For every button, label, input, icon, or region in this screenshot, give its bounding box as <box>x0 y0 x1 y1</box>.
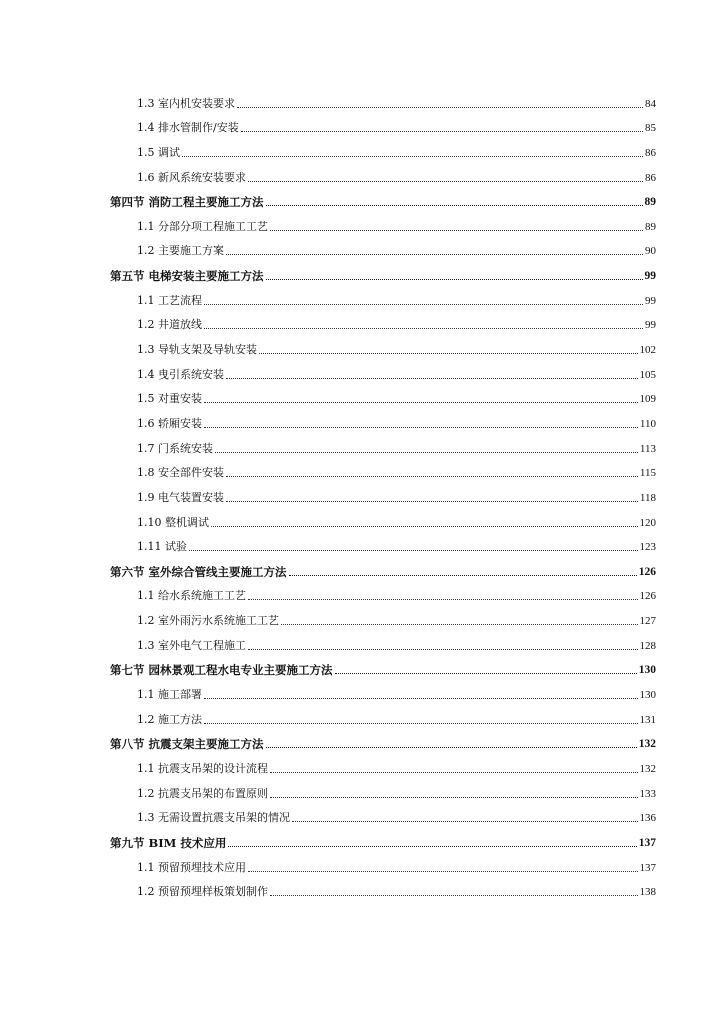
toc-subsection-entry[interactable] <box>110 505 656 530</box>
toc-dot-leader <box>248 181 643 182</box>
toc-dot-leader <box>204 402 638 403</box>
toc-entry-page-number: 90 <box>645 245 656 258</box>
toc-entry-label: 1.2 抗震支吊架的布置原则 <box>137 786 268 800</box>
toc-entry-page-number: 105 <box>639 368 656 381</box>
toc-dot-leader <box>266 205 643 206</box>
toc-subsection-entry[interactable] <box>110 850 656 875</box>
toc-subsection-entry[interactable] <box>110 406 656 431</box>
toc-entry-page-number: 133 <box>639 787 656 800</box>
toc-entry-page-number: 110 <box>639 417 656 430</box>
toc-entry-label: 1.4 排水管制作/安装 <box>137 121 239 135</box>
toc-entry-label: 1.6 轿厢安装 <box>137 416 202 430</box>
toc-entry-page-number: 137 <box>638 836 656 849</box>
toc-entry-label: 1.3 室内机安装要求 <box>137 96 235 110</box>
toc-entry-page-number: 84 <box>645 97 656 110</box>
toc-subsection-entry[interactable] <box>110 776 656 801</box>
toc-section-entry[interactable] <box>110 653 656 678</box>
toc-entry-label: 1.5 对重安装 <box>137 392 202 406</box>
toc-dot-leader <box>204 328 643 329</box>
toc-entry-label: 1.1 工艺流程 <box>137 293 202 307</box>
toc-section-entry[interactable] <box>110 825 656 850</box>
toc-entry-label: 1.9 电气装置安装 <box>137 490 224 504</box>
toc-entry-label: 1.11 试验 <box>137 540 187 554</box>
toc-entry-page-number: 89 <box>644 196 656 209</box>
toc-entry-page-number: 89 <box>645 220 656 233</box>
toc-dot-leader <box>226 476 638 477</box>
toc-dot-leader <box>226 501 638 502</box>
toc-entry-page-number: 136 <box>639 812 656 825</box>
toc-section-entry[interactable] <box>110 727 656 752</box>
toc-dot-leader <box>204 304 643 305</box>
toc-subsection-entry[interactable] <box>110 308 656 333</box>
toc-dot-leader <box>266 747 637 748</box>
toc-entry-page-number: 115 <box>639 467 656 480</box>
toc-subsection-entry[interactable] <box>110 603 656 628</box>
toc-entry-page-number: 86 <box>645 146 656 159</box>
toc-subsection-entry[interactable] <box>110 382 656 407</box>
toc-entry-label: 1.6 新风系统安装要求 <box>137 170 246 184</box>
toc-entry-page-number: 126 <box>639 590 656 603</box>
toc-entry-page-number: 102 <box>639 344 656 357</box>
toc-subsection-entry[interactable] <box>110 677 656 702</box>
toc-entry-label: 1.7 门系统安装 <box>137 441 213 455</box>
toc-entry-page-number: 120 <box>639 516 656 529</box>
toc-entry-label: 第八节 抗震支架主要施工方法 <box>110 737 264 752</box>
toc-section-entry[interactable] <box>110 258 656 283</box>
toc-dot-leader <box>248 871 638 872</box>
toc-entry-label: 1.4 曳引系统安装 <box>137 367 224 381</box>
toc-subsection-entry[interactable] <box>110 111 656 136</box>
toc-subsection-entry[interactable] <box>110 702 656 727</box>
toc-entry-page-number: 99 <box>645 294 656 307</box>
toc-subsection-entry[interactable] <box>110 160 656 185</box>
toc-entry-label: 1.1 给水系统施工工艺 <box>137 589 246 603</box>
toc-entry-page-number: 138 <box>639 886 656 899</box>
toc-entry-label: 第九节 BIM 技术应用 <box>110 835 227 850</box>
toc-entry-page-number: 131 <box>639 713 656 726</box>
toc-dot-leader <box>204 723 638 724</box>
toc-dot-leader <box>228 846 636 847</box>
toc-dot-leader <box>270 797 638 798</box>
toc-dot-leader <box>289 575 637 576</box>
toc-entry-page-number: 128 <box>639 639 656 652</box>
toc-subsection-entry[interactable] <box>110 357 656 382</box>
toc-dot-leader <box>226 254 643 255</box>
toc-dot-leader <box>292 821 638 822</box>
toc-dot-leader <box>182 156 643 157</box>
toc-subsection-entry[interactable] <box>110 628 656 653</box>
toc-dot-leader <box>270 230 643 231</box>
toc-entry-label: 1.1 预留预埋技术应用 <box>137 860 246 874</box>
toc-entry-label: 1.2 预留预埋样板策划制作 <box>137 885 268 899</box>
toc-entry-page-number: 130 <box>638 664 656 677</box>
toc-entry-page-number: 86 <box>645 171 656 184</box>
toc-subsection-entry[interactable] <box>110 875 656 900</box>
toc-subsection-entry[interactable] <box>110 234 656 259</box>
toc-entry-label: 1.3 导轨支架及导轨安装 <box>137 343 257 357</box>
toc-entry-label: 第六节 室外综合管线主要施工方法 <box>110 564 287 579</box>
toc-dot-leader <box>266 279 643 280</box>
toc-dot-leader <box>281 624 638 625</box>
toc-subsection-entry[interactable] <box>110 135 656 160</box>
toc-subsection-entry[interactable] <box>110 480 656 505</box>
toc-subsection-entry[interactable] <box>110 579 656 604</box>
toc-entry-label: 1.1 抗震支吊架的设计流程 <box>137 761 268 775</box>
toc-subsection-entry[interactable] <box>110 801 656 826</box>
toc-dot-leader <box>211 526 638 527</box>
toc-entry-label: 1.10 整机调试 <box>137 515 209 529</box>
toc-entry-label: 第四节 消防工程主要施工方法 <box>110 195 264 210</box>
toc-dot-leader <box>226 378 638 379</box>
table-of-contents <box>110 86 656 899</box>
toc-entry-label: 1.3 无需设置抗震支吊架的情况 <box>137 811 290 825</box>
toc-entry-label: 1.2 室外雨污水系统施工工艺 <box>137 614 279 628</box>
toc-subsection-entry[interactable] <box>110 283 656 308</box>
toc-subsection-entry[interactable] <box>110 86 656 111</box>
toc-entry-page-number: 126 <box>638 565 656 578</box>
toc-dot-leader <box>241 131 643 132</box>
toc-entry-label: 1.3 室外电气工程施工 <box>137 638 246 652</box>
toc-entry-label: 1.5 调试 <box>137 145 180 159</box>
toc-subsection-entry[interactable] <box>110 332 656 357</box>
toc-entry-label: 第七节 园林景观工程水电专业主要施工方法 <box>110 663 333 678</box>
toc-entry-page-number: 123 <box>639 541 656 554</box>
toc-subsection-entry[interactable] <box>110 431 656 456</box>
toc-subsection-entry[interactable] <box>110 456 656 481</box>
toc-entry-label: 1.1 分部分项工程施工工艺 <box>137 219 268 233</box>
toc-entry-page-number: 132 <box>639 762 656 775</box>
toc-entry-page-number: 99 <box>644 270 656 283</box>
toc-entry-label: 1.2 主要施工方案 <box>137 244 224 258</box>
toc-dot-leader <box>335 673 637 674</box>
toc-entry-page-number: 99 <box>645 319 656 332</box>
toc-dot-leader <box>204 427 638 428</box>
toc-subsection-entry[interactable] <box>110 209 656 234</box>
toc-subsection-entry[interactable] <box>110 751 656 776</box>
toc-entry-page-number: 113 <box>639 442 656 455</box>
toc-entry-label: 1.1 施工部署 <box>137 688 202 702</box>
toc-entry-label: 第五节 电梯安装主要施工方法 <box>110 269 264 284</box>
toc-dot-leader <box>259 353 638 354</box>
toc-entry-page-number: 118 <box>639 491 656 504</box>
toc-entry-page-number: 130 <box>639 689 656 702</box>
toc-dot-leader <box>215 452 638 453</box>
toc-dot-leader <box>189 550 638 551</box>
toc-dot-leader <box>270 772 638 773</box>
toc-dot-leader <box>248 649 638 650</box>
toc-dot-leader <box>270 895 638 896</box>
toc-entry-page-number: 137 <box>639 861 656 874</box>
toc-entry-label: 1.2 施工方法 <box>137 712 202 726</box>
toc-entry-label: 1.2 井道放线 <box>137 318 202 332</box>
toc-section-entry[interactable] <box>110 185 656 210</box>
toc-entry-page-number: 85 <box>645 122 656 135</box>
toc-entry-page-number: 127 <box>639 615 656 628</box>
toc-dot-leader <box>248 599 638 600</box>
toc-entry-label: 1.8 安全部件安装 <box>137 466 224 480</box>
toc-dot-leader <box>237 107 643 108</box>
toc-entry-page-number: 109 <box>639 393 656 406</box>
toc-subsection-entry[interactable] <box>110 530 656 555</box>
toc-dot-leader <box>204 698 638 699</box>
toc-entry-page-number: 132 <box>638 738 656 751</box>
toc-section-entry[interactable] <box>110 554 656 579</box>
